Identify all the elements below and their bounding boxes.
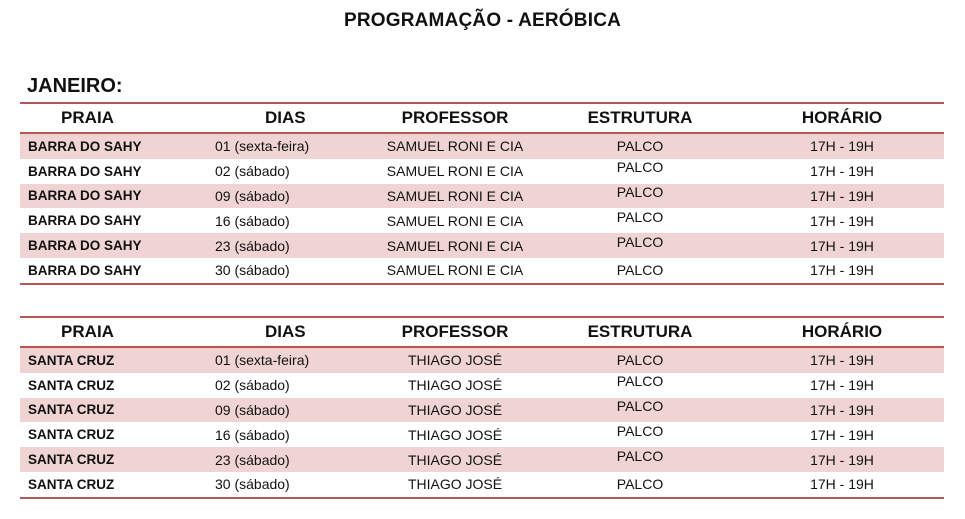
cell-dias: 01 (sexta-feira) [215,352,310,369]
cell-dias: 02 (sábado) [215,163,290,180]
table-bottom-rule [20,497,944,499]
cell-dias: 30 (sábado) [215,262,290,279]
cell-estrutura: PALCO [616,262,664,279]
cell-estrutura: PALCO [616,159,664,176]
column-header-horario: HORÁRIO [801,322,883,341]
page-title: PROGRAMAÇÃO - AERÓBICA [343,10,622,31]
cell-estrutura: PALCO [616,422,664,439]
cell-praia: BARRA DO SAHY [28,213,142,229]
cell-dias: 01 (sexta-feira) [215,138,310,155]
cell-estrutura: PALCO [616,138,664,155]
column-header-estrutura: ESTRUTURA [587,108,693,127]
table-row [20,472,944,497]
cell-dias: 23 (sábado) [215,237,290,254]
table-bottom-rule [20,283,944,285]
column-header-estrutura: ESTRUTURA [587,322,693,341]
cell-estrutura: PALCO [616,397,664,414]
cell-estrutura: PALCO [616,208,664,225]
cell-praia: SANTA CRUZ [28,476,115,492]
cell-praia: SANTA CRUZ [28,402,115,418]
cell-estrutura: PALCO [616,373,664,390]
cell-horario: 17H - 19H [810,401,874,418]
cell-horario: 17H - 19H [810,212,874,229]
cell-horario: 17H - 19H [810,237,874,254]
schedule-table-santa-cruz [20,316,944,499]
cell-estrutura: PALCO [616,183,664,200]
column-header-professor: PROFESSOR [401,322,509,341]
cell-professor: THIAGO JOSÉ [407,476,503,493]
cell-dias: 16 (sábado) [215,426,290,443]
cell-professor: THIAGO JOSÉ [407,426,503,443]
table-row [20,159,944,184]
column-header-praia: PRAIA [61,108,114,127]
cell-professor: SAMUEL RONI E CIA [386,262,524,279]
cell-praia: SANTA CRUZ [28,427,115,443]
table-row [20,208,944,233]
cell-horario: 17H - 19H [810,352,874,369]
schedule-table-barra-do-sahy [20,102,944,285]
cell-professor: SAMUEL RONI E CIA [386,187,524,204]
cell-dias: 09 (sábado) [215,401,290,418]
cell-horario: 17H - 19H [810,426,874,443]
cell-horario: 17H - 19H [810,187,874,204]
table-row [20,258,944,283]
cell-praia: BARRA DO SAHY [28,188,142,204]
cell-horario: 17H - 19H [810,377,874,394]
cell-estrutura: PALCO [616,476,664,493]
cell-dias: 09 (sábado) [215,187,290,204]
cell-praia: SANTA CRUZ [28,352,115,368]
table-row [20,134,944,159]
cell-estrutura: PALCO [616,352,664,369]
cell-horario: 17H - 19H [810,138,874,155]
cell-horario: 17H - 19H [810,163,874,180]
column-header-dias: DIAS [265,108,306,127]
cell-praia: BARRA DO SAHY [28,163,142,179]
column-header-horario: HORÁRIO [801,108,883,127]
table-header-row [20,318,944,346]
cell-praia: SANTA CRUZ [28,377,115,393]
table-row [20,398,944,423]
cell-horario: 17H - 19H [810,476,874,493]
table-header-row [20,104,944,132]
cell-professor: THIAGO JOSÉ [407,377,503,394]
table-row [20,184,944,209]
table-row [20,447,944,472]
cell-praia: BARRA DO SAHY [28,262,142,278]
cell-professor: SAMUEL RONI E CIA [386,163,524,180]
cell-horario: 17H - 19H [810,451,874,468]
cell-praia: SANTA CRUZ [28,452,115,468]
cell-dias: 16 (sábado) [215,212,290,229]
cell-professor: THIAGO JOSÉ [407,352,503,369]
cell-dias: 23 (sábado) [215,451,290,468]
cell-horario: 17H - 19H [810,262,874,279]
cell-professor: THIAGO JOSÉ [407,451,503,468]
cell-professor: SAMUEL RONI E CIA [386,138,524,155]
table-row [20,233,944,258]
column-header-praia: PRAIA [61,322,114,341]
table-row [20,348,944,373]
table-row [20,422,944,447]
cell-dias: 02 (sábado) [215,377,290,394]
cell-professor: SAMUEL RONI E CIA [386,237,524,254]
cell-professor: THIAGO JOSÉ [407,401,503,418]
cell-estrutura: PALCO [616,233,664,250]
cell-professor: SAMUEL RONI E CIA [386,212,524,229]
table-row [20,373,944,398]
cell-dias: 30 (sábado) [215,476,290,493]
cell-estrutura: PALCO [616,447,664,464]
month-heading: JANEIRO: [27,75,123,97]
cell-praia: BARRA DO SAHY [28,138,142,154]
column-header-dias: DIAS [265,322,306,341]
cell-praia: BARRA DO SAHY [28,238,142,254]
column-header-professor: PROFESSOR [401,108,509,127]
